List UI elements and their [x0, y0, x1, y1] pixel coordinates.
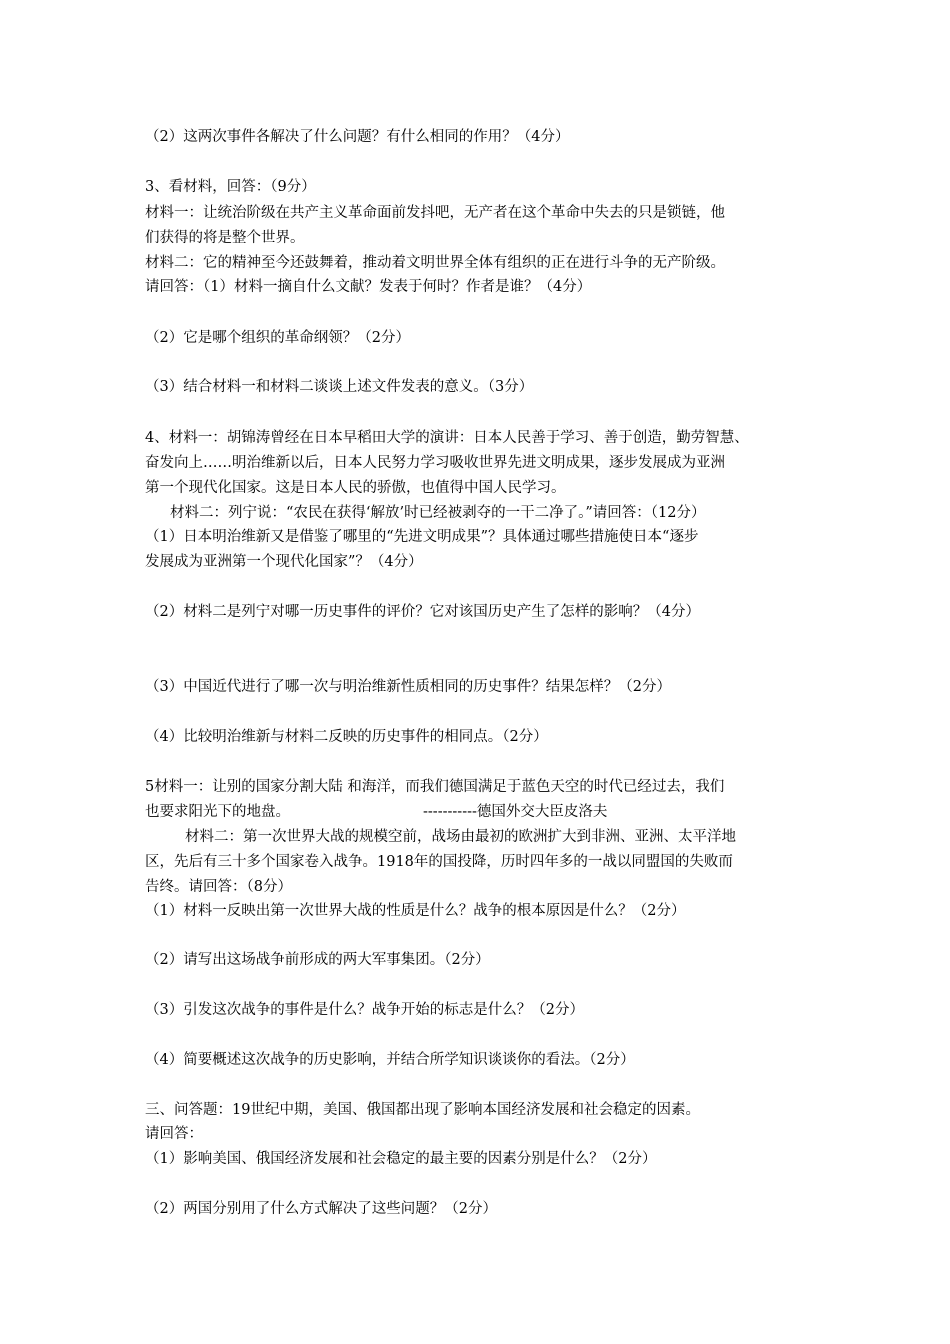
- question-5-material-2-line-1: 材料二：第一次世界大战的规模空前，战场由最初的欧洲扩大到非洲、亚洲、太平洋地: [185, 829, 736, 845]
- question-3-part-1: 请回答：（1）材料一摘自什么文献？发表于何时？作者是谁？（4分）: [145, 279, 592, 295]
- question-6-heading-line-1: 三、问答题：19世纪中期，美国、俄国都出现了影响本国经济发展和社会稳定的因素。: [145, 1102, 700, 1118]
- question-5-part-2: （2）请写出这场战争前形成的两大军事集团。（2分）: [145, 952, 490, 968]
- question-4-material-2: 材料二：列宁说：“农民在获得‘解放’时已经被剥夺的一干二净了。”请回答：（12分）: [170, 505, 706, 521]
- question-4-part-3: （3）中国近代进行了哪一次与明治维新性质相同的历史事件？结果怎样？（2分）: [145, 679, 671, 695]
- question-3-material-1-line-2: 们获得的将是整个世界。: [145, 230, 305, 246]
- question-6-part-2: （2）两国分别用了什么方式解决了这些问题？（2分）: [145, 1201, 497, 1217]
- question-5-part-3: （3）引发这次战争的事件是什么？战争开始的标志是什么？（2分）: [145, 1002, 584, 1018]
- question-5-material-2-line-3: 告终。请回答：（8分）: [145, 879, 292, 895]
- question-2-part-2: （2）这两次事件各解决了什么问题？有什么相同的作用？（4分）: [145, 129, 570, 145]
- question-5-material-1-line-2: [145, 802, 815, 822]
- question-6-part-1: （1）影响美国、俄国经济发展和社会稳定的最主要的因素分别是什么？（2分）: [145, 1151, 657, 1167]
- question-3-material-2: 材料二：它的精神至今还鼓舞着，推动着文明世界全体有组织的正在进行斗争的无产阶级。: [145, 255, 725, 271]
- question-4-part-1-line-2: 发展成为亚洲第一个现代化国家”？（4分）: [145, 554, 423, 570]
- question-3-heading: 3、看材料，回答：（9分）: [145, 179, 316, 195]
- question-5-part-1: （1）材料一反映出第一次世界大战的性质是什么？战争的根本原因是什么？（2分）: [145, 903, 686, 919]
- question-4-part-4: （4）比较明治维新与材料二反映的历史事件的相同点。（2分）: [145, 729, 548, 745]
- question-3-part-3: （3）结合材料一和材料二谈谈上述文件发表的意义。（3分）: [145, 379, 534, 395]
- question-4-part-2: （2）材料二是列宁对哪一历史事件的评价？它对该国历史产生了怎样的影响？（4分）: [145, 604, 700, 620]
- question-4-part-1-line-1: （1）日本明治维新又是借鉴了哪里的“先进文明成果”？具体通过哪些措施使日本“逐步: [145, 529, 699, 545]
- question-5-material-2-line-2: 区，先后有三十多个国家卷入战争。1918年的国投降，历时四年多的一战以同盟国的失败而: [145, 854, 733, 870]
- question-5-material-1-text: 也要求阳光下的地盘。: [145, 804, 290, 820]
- question-3-part-2: （2）它是哪个组织的革命纲领？（2分）: [145, 330, 410, 346]
- question-4-material-1-line-3: 第一个现代化国家。这是日本人民的骄傲，也值得中国人民学习。: [145, 480, 566, 496]
- question-5-material-1-line-1: 5材料一：让别的国家分割大陆 和海洋，而我们德国满足于蓝色天空的时代已经过去，我们: [145, 779, 725, 795]
- question-5-part-4: （4）简要概述这次战争的历史影响，并结合所学知识谈谈你的看法。（2分）: [145, 1052, 635, 1068]
- question-4-material-1-line-1: 4、材料一：胡锦涛曾经在日本早稻田大学的演讲：日本人民善于学习、善于创造，勤劳智慧、: [145, 430, 749, 446]
- question-5-material-1-source: -----------德国外交大臣皮洛夫: [423, 804, 608, 820]
- question-3-material-1-line-1: 材料一：让统治阶级在共产主义革命面前发抖吧，无产者在这个革命中失去的只是锁链，他: [145, 205, 725, 221]
- question-6-heading-line-2: 请回答：: [145, 1126, 203, 1142]
- question-4-material-1-line-2: 奋发向上……明治维新以后，日本人民努力学习吸收世界先进文明成果，逐步发展成为亚洲: [145, 455, 725, 471]
